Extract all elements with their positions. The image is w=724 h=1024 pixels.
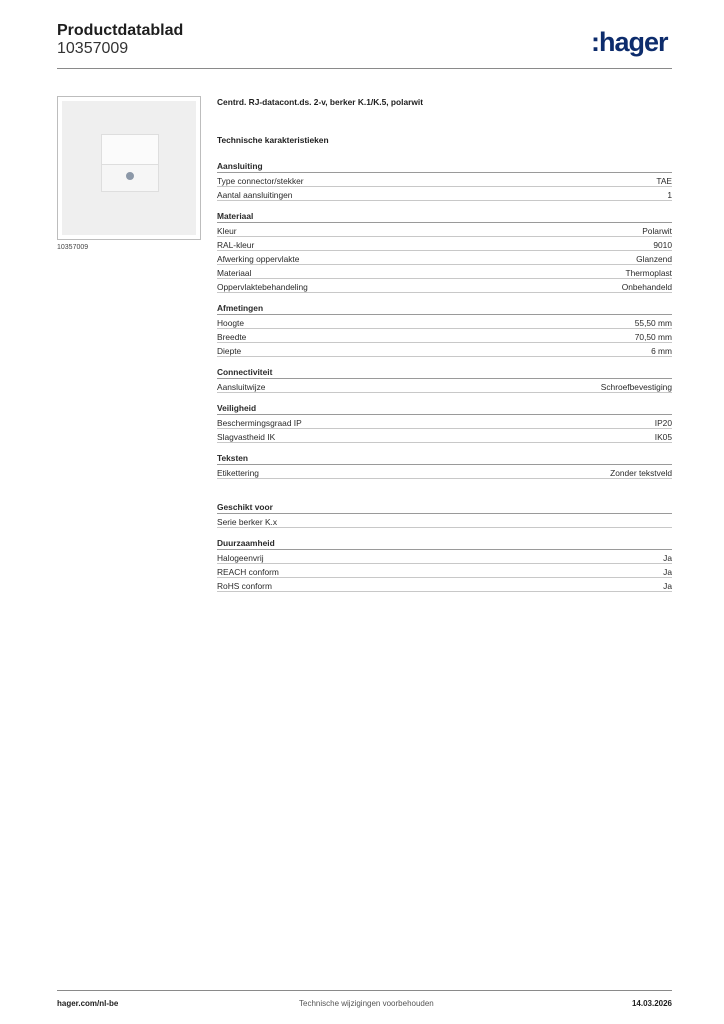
footer-divider	[57, 990, 672, 991]
spec-value: Thermoplast	[625, 268, 672, 278]
footer-date: 14.03.2026	[631, 999, 672, 1008]
product-image	[62, 101, 196, 235]
spec-row	[217, 514, 672, 528]
spec-row	[217, 429, 672, 443]
product-number: 10357009	[57, 40, 129, 57]
section-veiligheid	[217, 403, 672, 443]
spec-value: IP20	[654, 418, 672, 428]
spec-value: Zonder tekstveld	[610, 468, 672, 478]
product-image-frame	[57, 96, 201, 240]
spec-label: Beschermingsgraad IP	[217, 418, 302, 428]
spec-row	[217, 279, 672, 293]
spec-label: Materiaal	[217, 268, 252, 278]
spec-row	[217, 379, 672, 393]
section-teksten	[217, 453, 672, 479]
spec-row	[217, 329, 672, 343]
spec-row	[217, 465, 672, 479]
spec-row	[217, 315, 672, 329]
section-title: Teksten	[217, 453, 672, 465]
spec-label: Oppervlaktebehandeling	[217, 282, 308, 292]
spec-label: Halogeenvrij	[217, 553, 264, 563]
section-materiaal	[217, 211, 672, 293]
section-title: Connectiviteit	[217, 367, 672, 379]
section-duurzaamheid	[217, 538, 672, 592]
spec-label: RoHS conform	[217, 581, 272, 591]
footer-disclaimer: Technische wijzigingen voorbehouden	[299, 999, 434, 1008]
tech-heading: Technische karakteristieken	[217, 135, 329, 145]
section-title: Veiligheid	[217, 403, 672, 415]
image-caption: 10357009	[57, 244, 89, 251]
spec-row	[217, 251, 672, 265]
spec-row	[217, 415, 672, 429]
section-title: Duurzaamheid	[217, 538, 672, 550]
connector-window	[101, 134, 159, 166]
product-description: Centrd. RJ-datacont.ds. 2-v, berker K.1/K.5, polarwit	[217, 97, 424, 107]
spec-row	[217, 237, 672, 251]
spec-panel	[217, 97, 672, 592]
spec-row	[217, 173, 672, 187]
spec-row	[217, 265, 672, 279]
spec-label: REACH conform	[217, 567, 279, 577]
section-title: Aansluiting	[217, 161, 672, 173]
hager-logo: :hager	[591, 27, 668, 57]
spec-value: Onbehandeld	[621, 282, 672, 292]
spec-label: Hoogte	[217, 318, 245, 328]
section-geschikt	[217, 502, 672, 528]
spec-value: 6 mm	[651, 346, 672, 356]
spec-label: Aantal aansluitingen	[217, 190, 293, 200]
header-divider	[57, 68, 672, 69]
led-strip	[101, 164, 159, 192]
spec-value: TAE	[656, 176, 672, 186]
section-title: Materiaal	[217, 211, 672, 223]
section-aansluiting	[217, 161, 672, 201]
spec-label: Type connector/stekker	[217, 176, 304, 186]
footer-website-link[interactable]: hager.com/nl-be	[57, 999, 119, 1008]
spec-value: Ja	[663, 553, 672, 563]
spec-value: 55,50 mm	[634, 318, 672, 328]
section-afmetingen	[217, 303, 672, 357]
spec-label: Slagvastheid IK	[217, 432, 276, 442]
spec-label: Afwerking oppervlakte	[217, 254, 300, 264]
spec-value: Ja	[663, 567, 672, 577]
spec-value: 70,50 mm	[634, 332, 672, 342]
spec-value: Polarwit	[642, 226, 672, 236]
spec-value: Glanzend	[636, 254, 672, 264]
section-title: Afmetingen	[217, 303, 672, 315]
spec-label: Aansluitwijze	[217, 382, 266, 392]
page-title: Productdatablad	[57, 22, 184, 39]
led-indicator	[126, 172, 134, 180]
spec-label: Kleur	[217, 226, 237, 236]
spec-label: Breedte	[217, 332, 247, 342]
section-title: Geschikt voor	[217, 502, 672, 514]
spec-value: Ja	[663, 581, 672, 591]
section-connectiviteit	[217, 367, 672, 393]
spec-label: Serie berker K.x	[217, 517, 278, 527]
spec-row	[217, 550, 672, 564]
spec-row	[217, 187, 672, 201]
spec-value: Schroefbevestiging	[600, 382, 672, 392]
spec-row	[217, 343, 672, 357]
spec-label: Diepte	[217, 346, 242, 356]
spec-row	[217, 223, 672, 237]
spec-value: 1	[667, 190, 672, 200]
spec-label: RAL-kleur	[217, 240, 255, 250]
spec-value: 9010	[653, 240, 672, 250]
spec-row	[217, 578, 672, 592]
spec-row	[217, 564, 672, 578]
spec-value: IK05	[654, 432, 672, 442]
spec-label: Etikettering	[217, 468, 259, 478]
